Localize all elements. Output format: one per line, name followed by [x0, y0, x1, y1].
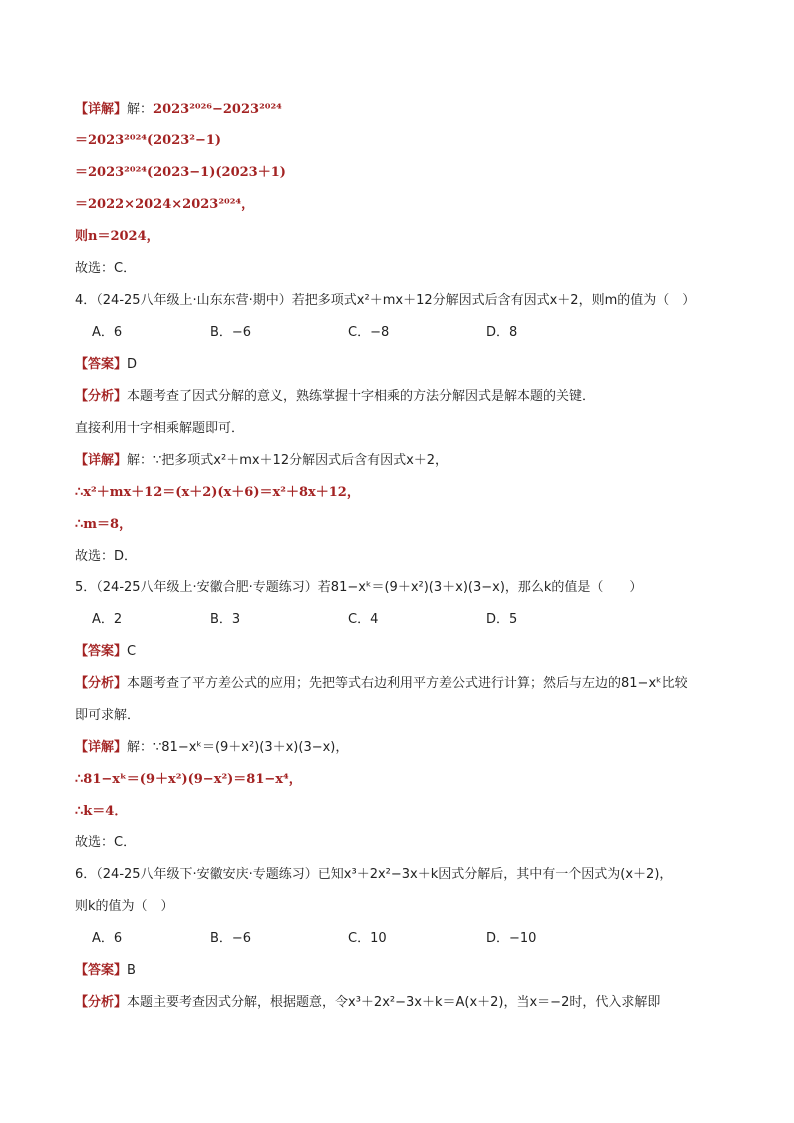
q5-analysis-2: 即可求解．	[75, 708, 141, 723]
q4-option-d: D．8	[486, 325, 518, 340]
q4-stem: 4．（24-25八年级上·山东东营·期中）若把多项式x²＋mx＋12分解因式后含有因式x＋2，则m的值为（ ）	[75, 293, 696, 308]
q5-option-b: B．3	[210, 612, 241, 627]
q6-stem-2: 则k的值为（ ）	[75, 899, 174, 914]
q6-answer: 【答案】B	[75, 963, 136, 978]
q6-option-d: D．−10	[486, 931, 537, 946]
q5-option-a: A．2	[92, 612, 123, 627]
q3-then: 则n＝2024，	[75, 229, 160, 244]
q5-stem: 5．（24-25八年级上·安徽合肥·专题练习）若81−xᵏ＝(9＋x²)(3＋x)(3−x)，那么k的值是（ ）	[75, 580, 643, 595]
q4-option-a: A．6	[92, 325, 123, 340]
q6-analysis: 【分析】本题主要考查因式分解，根据题意，令x³＋2x²−3x＋k＝A(x＋2)，当x＝−2时，代入求解即	[75, 995, 661, 1010]
q5-analysis: 【分析】本题考查了平方差公式的应用；先把等式右边利用平方差公式进行计算；然后与左边的81−xᵏ比较	[75, 676, 688, 691]
q3-step: ＝2023²⁰²⁴(2023²−1)	[75, 133, 222, 148]
q5-step: ∴81−xᵏ＝(9＋x²)(9−x²)＝81−x⁴，	[75, 772, 302, 787]
q4-detail: 【详解】解：∵把多项式x²＋mx＋12分解因式后含有因式x＋2，	[75, 453, 449, 468]
detail-label: 【详解】	[75, 102, 128, 117]
q5-option-c: C．4	[348, 612, 379, 627]
q4-option-c: C．−8	[348, 325, 390, 340]
math-expression: 2023²⁰²⁶−2023²⁰²⁴	[153, 102, 282, 117]
q4-analysis-2: 直接利用十字相乘解题即可．	[75, 421, 245, 436]
q6-stem: 6．（24-25八年级下·安徽安庆·专题练习）已知x³＋2x²−3x＋k因式分解后，其中有一个因式为(x＋2)，	[75, 867, 673, 882]
q6-option-c: C．10	[348, 931, 387, 946]
q4-analysis: 【分析】本题考查了因式分解的意义，熟练掌握十字相乘的方法分解因式是解本题的关键．	[75, 389, 596, 404]
q6-option-b: B．−6	[210, 931, 252, 946]
q5-step: ∴k＝4．	[75, 804, 128, 819]
q3-step: ＝2022×2024×2023²⁰²⁴，	[75, 197, 255, 212]
q4-option-b: B．−6	[210, 325, 252, 340]
q6-option-a: A．6	[92, 931, 123, 946]
q4-answer: 【答案】D	[75, 357, 138, 372]
q3-choose: 故选：C．	[75, 261, 137, 276]
q4-choose: 故选：D．	[75, 549, 138, 564]
q4-step: ∴m＝8，	[75, 517, 133, 532]
q3-step: ＝2023²⁰²⁴(2023−1)(2023＋1)	[75, 165, 286, 180]
q5-answer: 【答案】C	[75, 644, 137, 659]
q5-choose: 故选：C．	[75, 835, 137, 850]
q4-step: ∴x²＋mx＋12＝(x＋2)(x＋6)＝x²＋8x＋12，	[75, 485, 360, 500]
q5-detail: 【详解】解：∵81−xᵏ＝(9＋x²)(3＋x)(3−x)，	[75, 740, 349, 755]
q3-detail-line: 【详解】解：2023²⁰²⁶−2023²⁰²⁴	[75, 102, 282, 117]
q5-option-d: D．5	[486, 612, 518, 627]
